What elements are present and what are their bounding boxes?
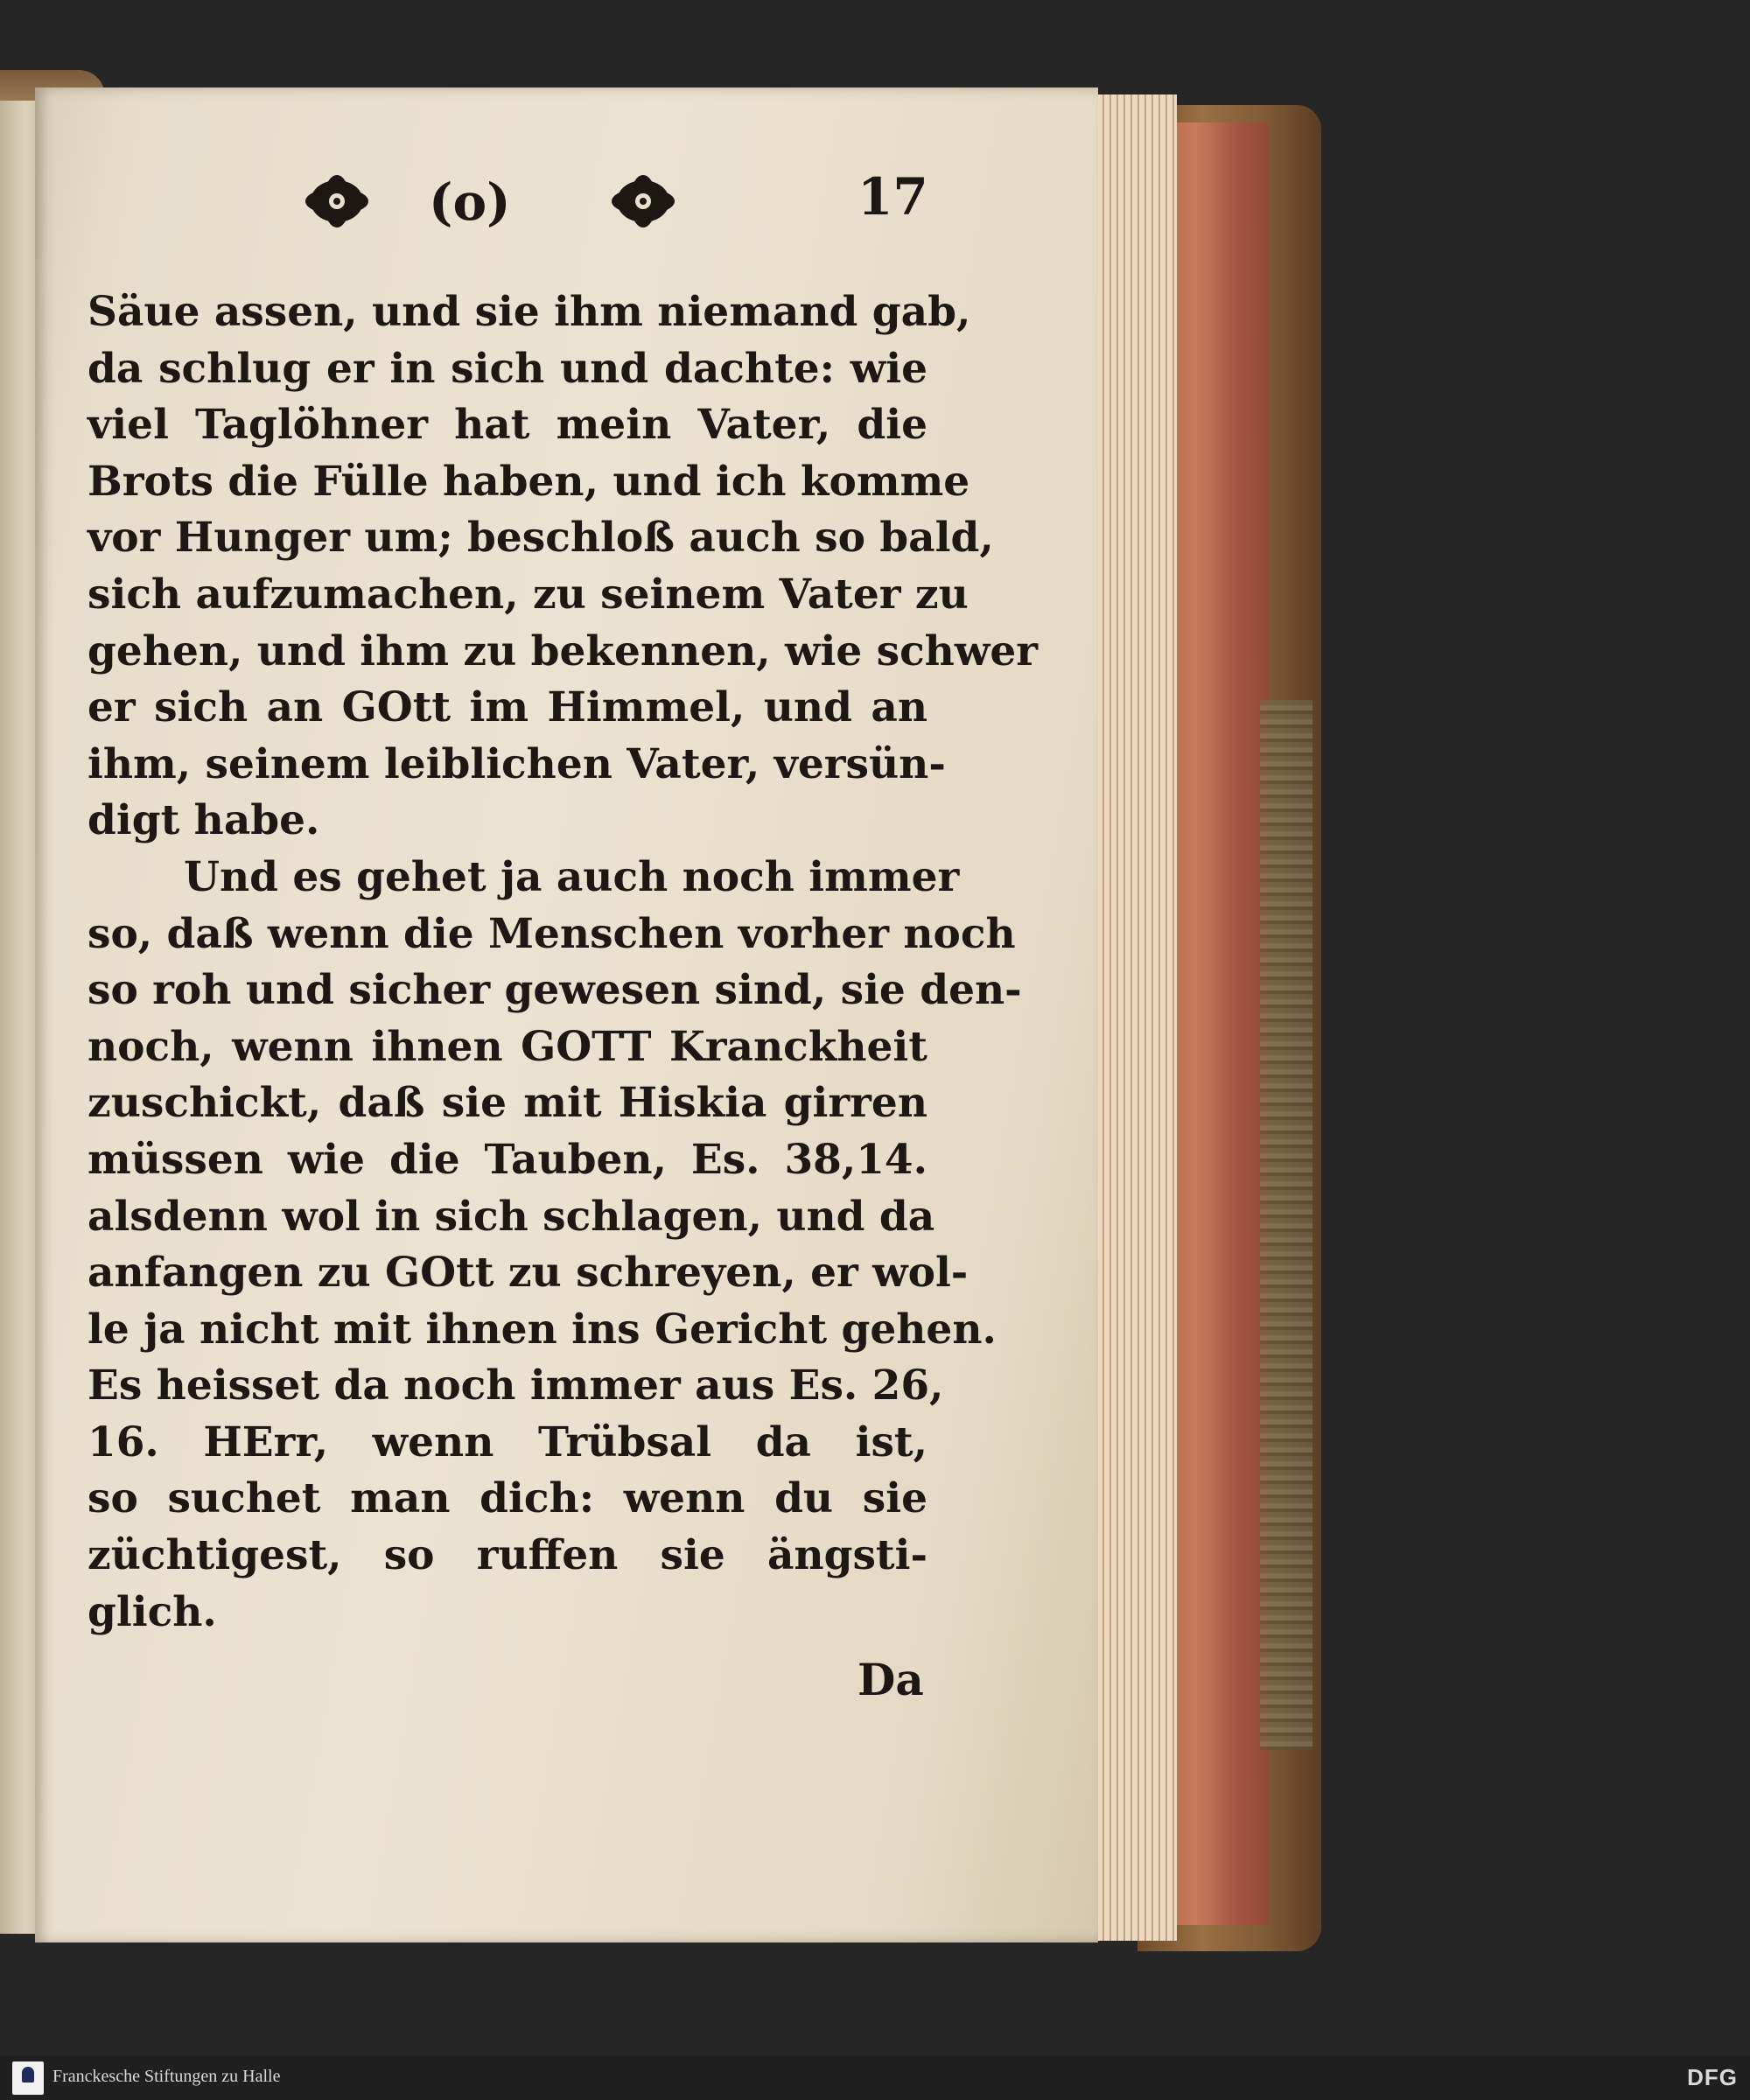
text-line: viel Taglöhner hat mein Vater, die bbox=[88, 401, 928, 450]
text-line: vor Hunger um; beschloß auch so bald, bbox=[88, 514, 994, 563]
text-line: noch, wenn ihnen GOTT Kranckheit bbox=[88, 1022, 928, 1071]
viewer-footer bbox=[0, 2056, 1750, 2100]
text-line: Säue assen, und sie ihm niemand gab, bbox=[88, 288, 971, 336]
cover-texture bbox=[1260, 700, 1312, 1750]
text-line: so roh und sicher gewesen sind, sie den- bbox=[88, 966, 1022, 1015]
text-line: le ja nicht mit ihnen ins Gericht gehen. bbox=[88, 1305, 997, 1354]
text-line: Und es gehet ja auch noch immer bbox=[184, 852, 960, 901]
text-line: digt habe. bbox=[88, 796, 320, 845]
text-line: er sich an GOtt im Himmel, und an bbox=[88, 683, 928, 732]
text-line: ihm, seinem leiblichen Vater, versün- bbox=[88, 739, 946, 788]
text-line: anfangen zu GOtt zu schreyen, er wol- bbox=[88, 1249, 969, 1298]
flower-ornament-icon bbox=[302, 171, 372, 232]
text-line: glich. bbox=[88, 1587, 217, 1636]
flower-ornament-icon bbox=[608, 171, 678, 232]
text-line: alsdenn wol in sich schlagen, und da bbox=[88, 1192, 935, 1241]
text-line: sich aufzumachen, zu seinem Vater zu bbox=[88, 570, 969, 619]
body-text bbox=[88, 284, 1038, 1641]
dfg-logo: DFG bbox=[1687, 2064, 1738, 2090]
catchword: Da bbox=[858, 1654, 924, 1705]
page-number: 17 bbox=[858, 167, 928, 227]
text-line: da schlug er in sich und dachte: wie bbox=[88, 344, 928, 393]
text-line: müssen wie die Tauben, Es. 38,14. bbox=[88, 1135, 928, 1184]
text-line: gehen, und ihm zu bekennen, wie schwer bbox=[88, 626, 1038, 676]
text-line: zuschickt, daß sie mit Hiskia girren bbox=[88, 1079, 928, 1128]
text-line: so suchet man dich: wenn du sie bbox=[88, 1474, 928, 1523]
text-line: so, daß wenn die Menschen vorher noch bbox=[88, 909, 1016, 958]
text-line: 16. HErr, wenn Trübsal da ist, bbox=[88, 1418, 928, 1466]
institution-logo-icon bbox=[12, 2062, 44, 2095]
signature-mark: (o) bbox=[429, 172, 511, 232]
text-line: Es heisset da noch immer aus Es. 26, bbox=[88, 1362, 944, 1410]
text-line: Brots die Fülle haben, und ich komme bbox=[88, 457, 970, 506]
text-line: züchtigest, so ruffen sie ängsti- bbox=[88, 1531, 928, 1580]
institution-name: Franckesche Stiftungen zu Halle bbox=[52, 2067, 281, 2086]
page-header bbox=[302, 167, 941, 241]
